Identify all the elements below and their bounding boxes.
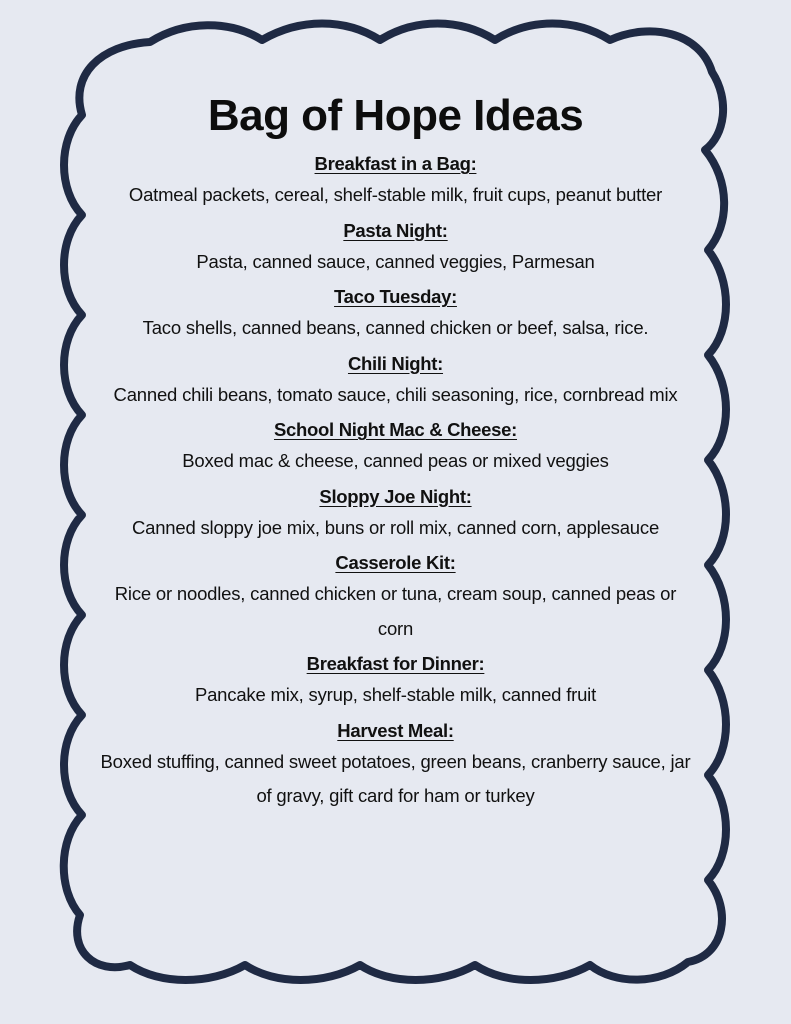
section-school-night-mac-cheese [95, 412, 696, 479]
section-harvest-meal [95, 713, 696, 814]
bag-of-hope-list [95, 88, 696, 814]
section-body: Canned sloppy joe mix, buns or roll mix, canned corn, applesauce [131, 516, 660, 538]
section-breakfast-for-dinner [95, 646, 696, 713]
section-body: Oatmeal packets, cereal, shelf-stable milk, fruit cups, peanut butter [128, 184, 663, 205]
section-breakfast-in-a-bag [95, 146, 696, 213]
section-heading: Casserole Kit: [335, 552, 456, 573]
section-chili-night [95, 346, 696, 413]
section-taco-tuesday [95, 279, 696, 346]
section-heading: Breakfast for Dinner: [306, 653, 485, 674]
section-heading: Pasta Night: [343, 219, 448, 241]
section-body: Pancake mix, syrup, shelf-stable milk, canned fruit [194, 684, 597, 705]
section-heading: Taco Tuesday: [334, 286, 457, 307]
section-heading: Sloppy Joe Night: [319, 485, 472, 507]
section-casserole-kit [95, 545, 696, 646]
page-title: Bag of Hope Ideas [207, 91, 584, 140]
section-sloppy-joe-night [95, 479, 696, 546]
section-body: Boxed mac & cheese, canned peas or mixed veggies [182, 450, 609, 471]
section-heading: Breakfast in a Bag: [314, 153, 477, 174]
section-heading: Chili Night: [347, 352, 444, 374]
section-body: Canned chili beans, tomato sauce, chili seasoning, rice, cornbread mix [113, 383, 678, 405]
section-heading: Harvest Meal: [337, 719, 454, 741]
section-body: Taco shells, canned beans, canned chicken or beef, salsa, rice. [142, 317, 649, 338]
section-heading: School Night Mac & Cheese: [273, 419, 518, 440]
section-body: Boxed stuffing, canned sweet potatoes, green beans, cranberry sauce, jar of gravy, gift card for ham or turkey [100, 750, 691, 806]
section-body: Rice or noodles, canned chicken or tuna, cream soup, canned peas or corn [114, 583, 677, 639]
section-body: Pasta, canned sauce, canned veggies, Parmesan [196, 250, 595, 272]
section-pasta-night [95, 213, 696, 280]
